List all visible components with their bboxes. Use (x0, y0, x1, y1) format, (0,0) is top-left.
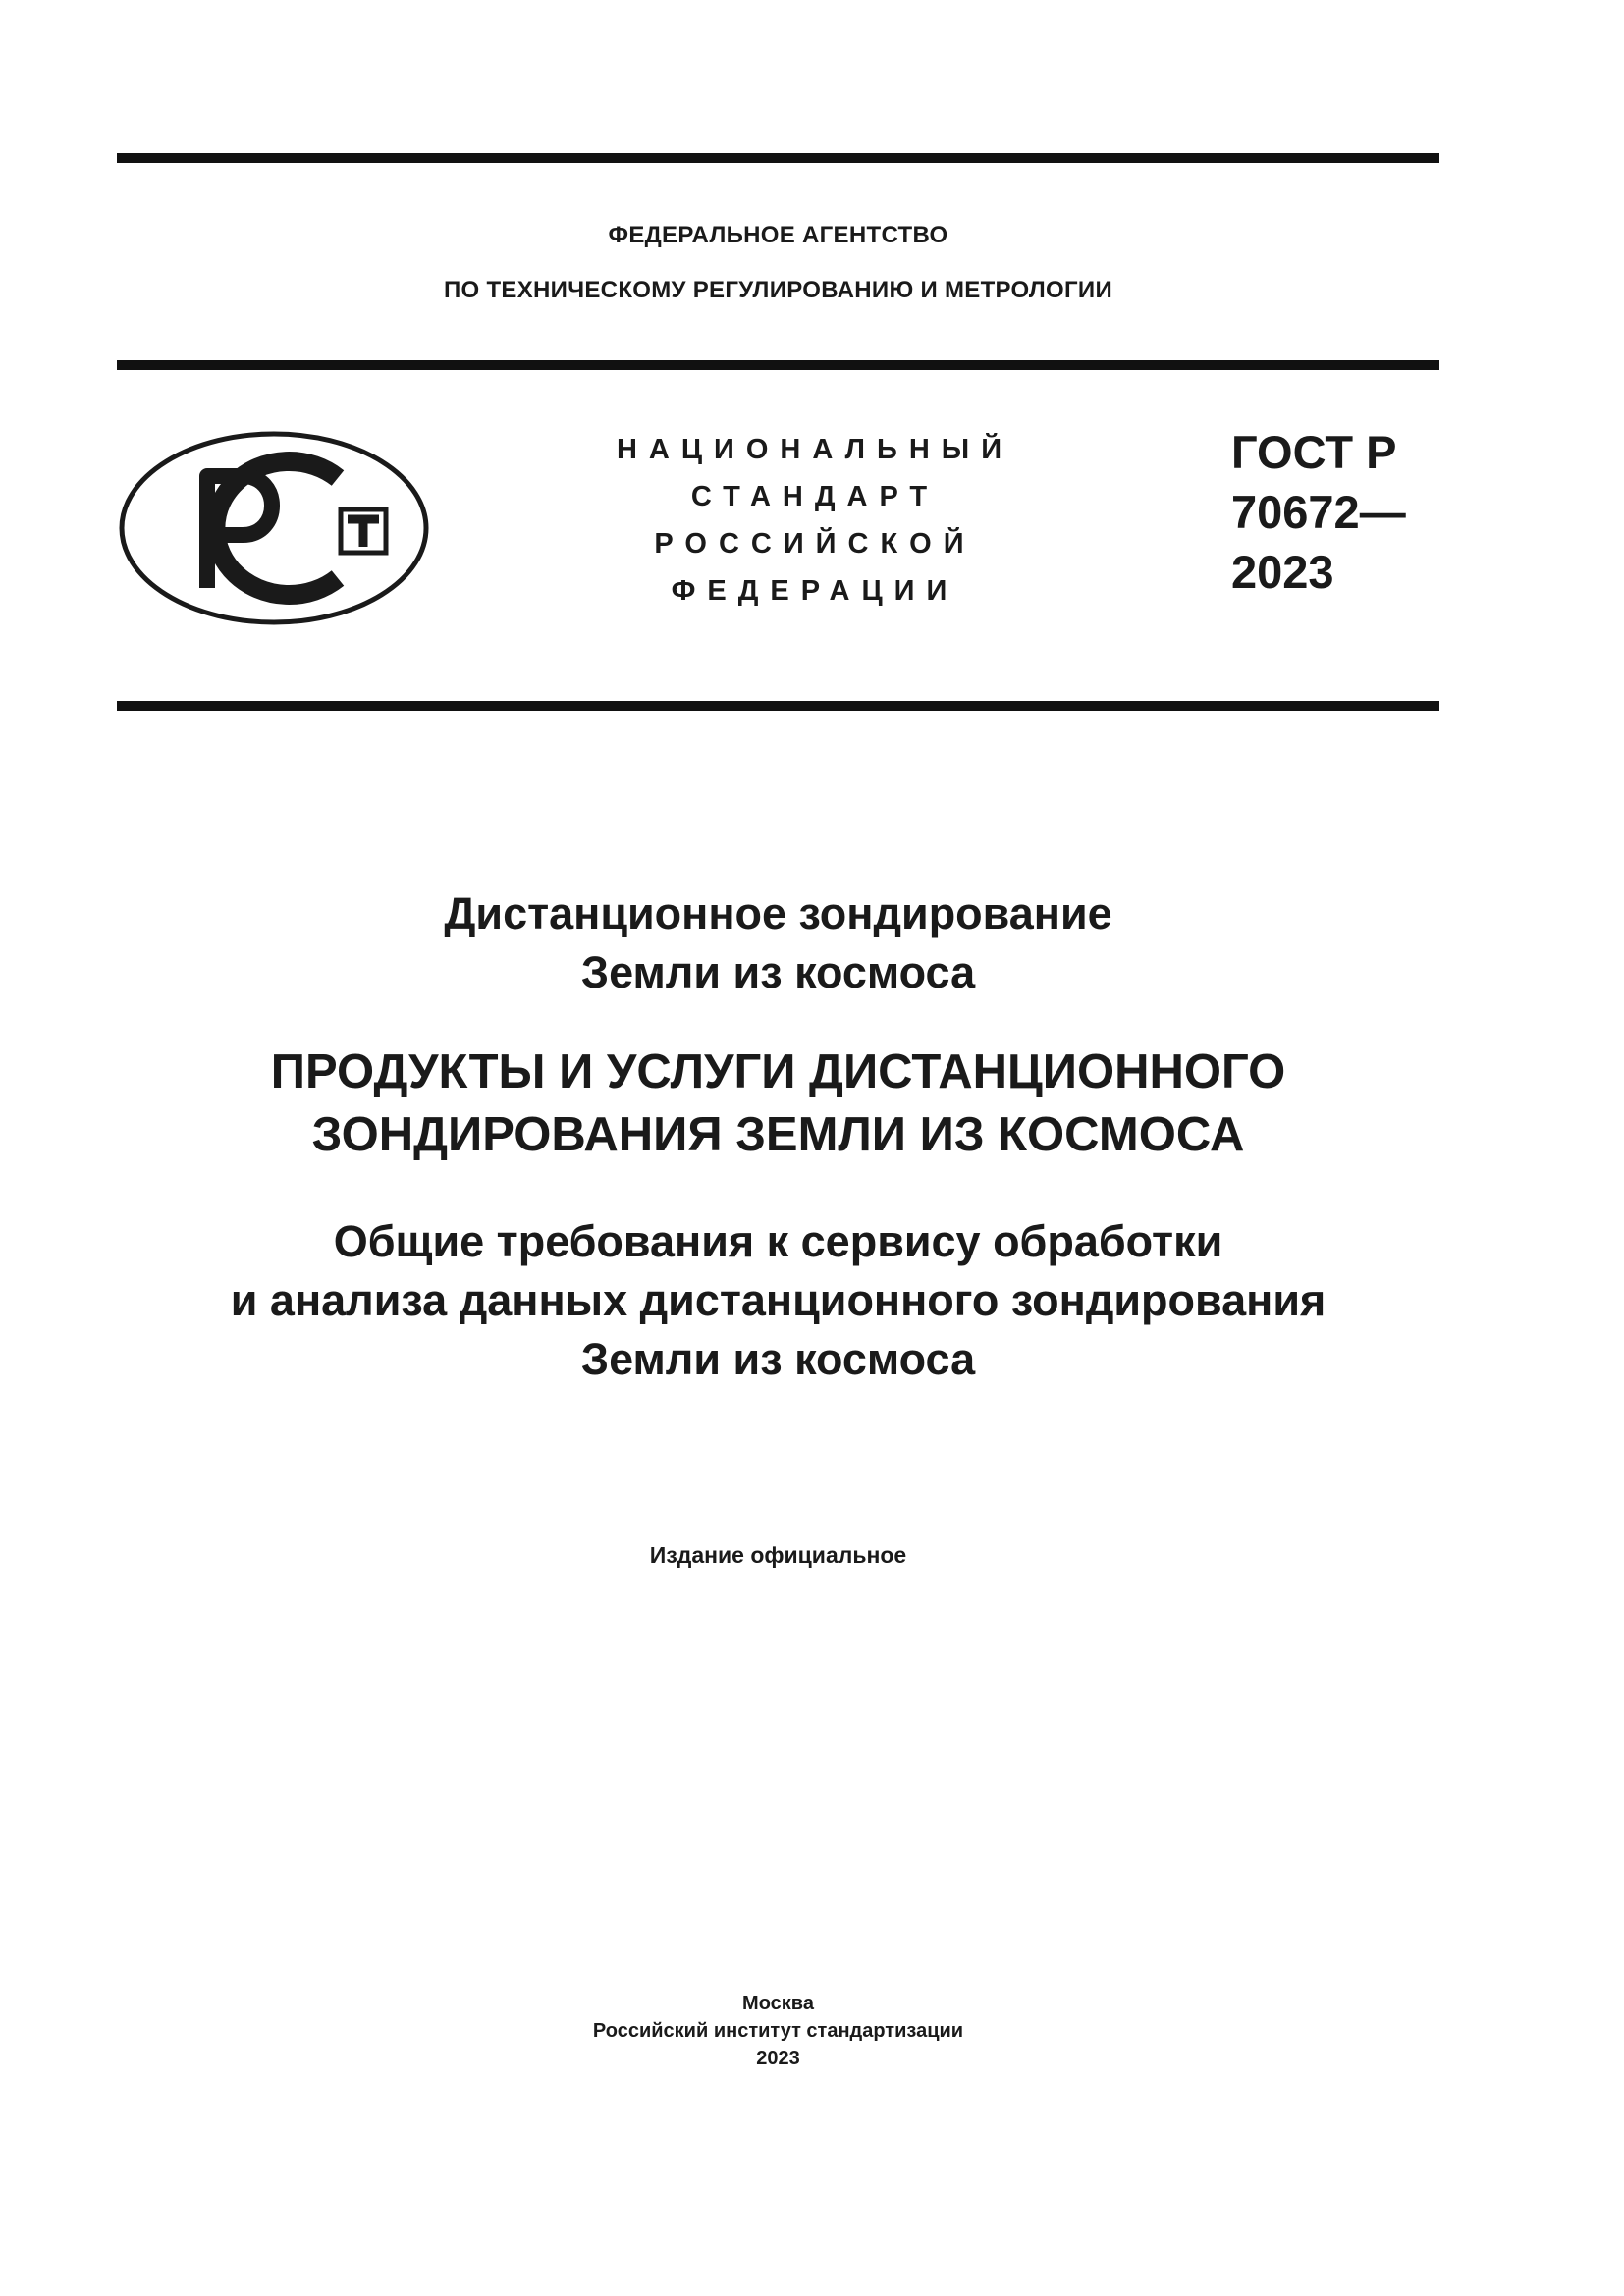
main-title-line-1: ПРОДУКТЫ И УСЛУГИ ДИСТАНЦИОННОГО (270, 1045, 1286, 1098)
designation-line-2: 70672— (1231, 486, 1406, 538)
document-sub-title (117, 1212, 1439, 1389)
sub-title-line-1: Общие требования к сервису обработки (333, 1216, 1223, 1266)
agency-name-line-2: ПО ТЕХНИЧЕСКОМУ РЕГУЛИРОВАНИЮ И МЕТРОЛОГИИ (443, 277, 1113, 303)
imprint-publisher: Российский институт стандартизации (592, 2020, 964, 2042)
national-standard-line-1: НАЦИОНАЛЬНЫЙ (616, 434, 1014, 465)
national-standard-label (589, 426, 1041, 614)
header-rule (117, 360, 1439, 370)
designation-line-3: 2023 (1231, 546, 1334, 598)
edition-note: Издание официальное (649, 1542, 907, 1568)
imprint (117, 1990, 1439, 2072)
subject-line-2: Земли из космоса (580, 947, 976, 997)
sub-title-line-3: Земли из космоса (580, 1334, 976, 1384)
agency-name-line-1: ФЕДЕРАЛЬНОЕ АГЕНТСТВО (608, 222, 948, 248)
designation-rule (117, 701, 1439, 711)
standard-designation (1231, 422, 1406, 602)
document-main-title (117, 1041, 1439, 1166)
designation-line-1: ГОСТ Р (1231, 426, 1397, 478)
document-subject (117, 884, 1439, 1002)
subject-line-1: Дистанционное зондирование (444, 888, 1112, 938)
top-rule (117, 153, 1439, 163)
sub-title-line-2: и анализа данных дистанционного зондирования (230, 1275, 1326, 1325)
imprint-year: 2023 (756, 2048, 800, 2069)
main-title-line-2: ЗОНДИРОВАНИЯ ЗЕМЛИ ИЗ КОСМОСА (311, 1108, 1245, 1161)
national-standard-line-3: РОССИЙСКОЙ (654, 528, 976, 560)
imprint-city: Москва (742, 1993, 814, 2014)
national-standard-line-4: ФЕДЕРАЦИИ (671, 575, 959, 607)
national-standard-line-2: СТАНДАРТ (690, 481, 940, 512)
rst-logo-icon (117, 429, 431, 627)
